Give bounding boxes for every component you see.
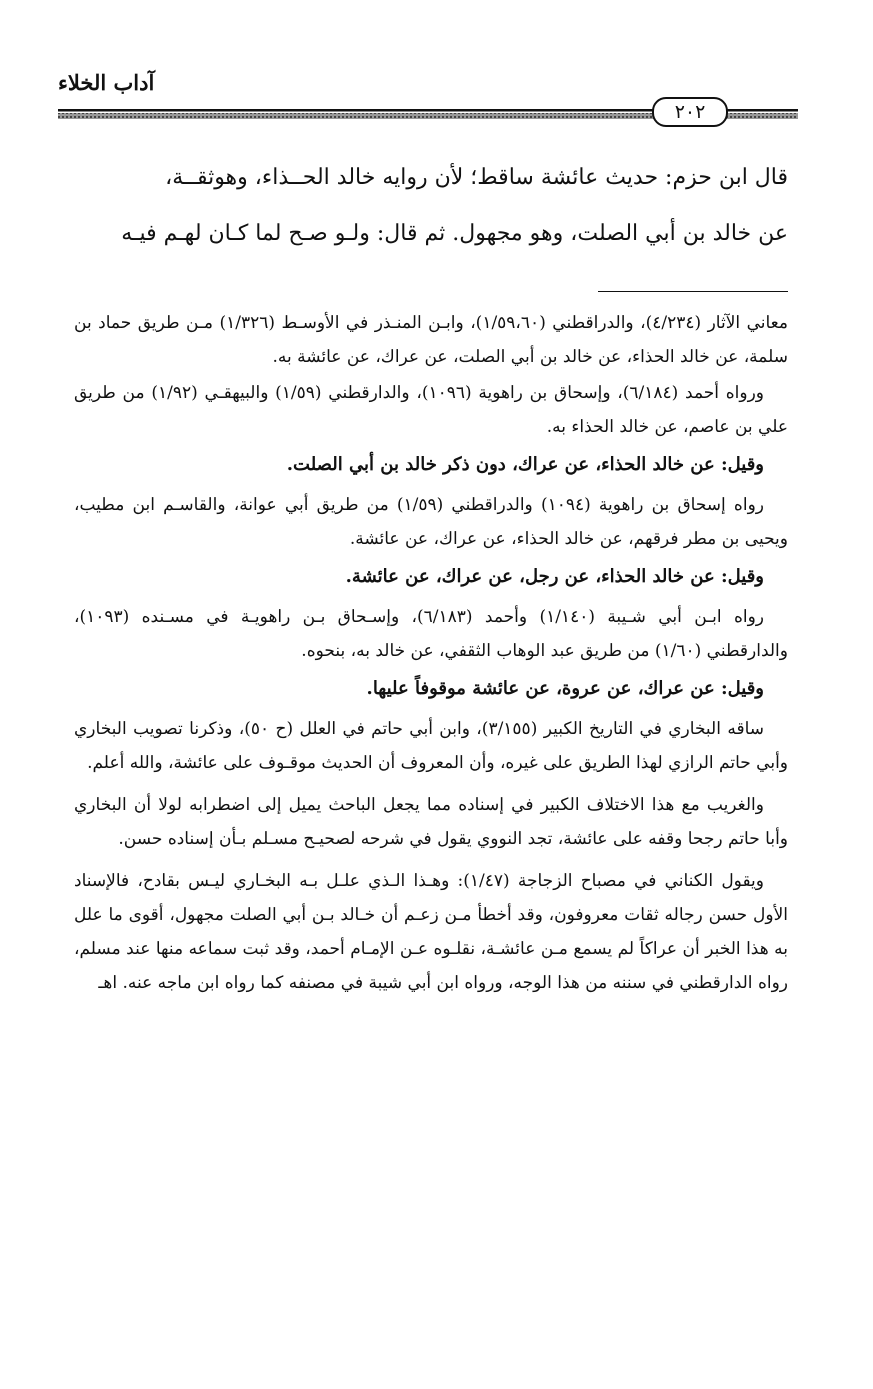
footnote-paragraph: والغريب مع هذا الاختلاف الكبير في إسناده مما يجعل الباحث يميل إلى اضطرابه لولا أن البخاري وأبا حاتم رجحا وقفه على عائشة، تجد النووي يقول في شرحه لصحيـح مسـلم بـأن إسناده حسن. [74,795,788,849]
footnote-paragraph: ساقه البخاري في التاريخ الكبير (٣/١٥٥)، وابن أبي حاتم في العلل (ح ٥٠)، وذكرنا تصويب البخاري وأبي حاتم الرازي لهذا الطريق على غيره، وأن المعروف أن الحديث موقـوف على عائشة، والله أعلم. [74,719,788,773]
main-text-line-1: قال ابن حزم: حديث عائشة ساقط؛ لأن روايه خالد الحــذاء، وهوثقــة، [165,165,788,190]
footnote-separator [598,291,788,292]
footnote-paragraph: معاني الآثار (٤/٢٣٤)، والدراقطني (١/٥٩،٦٠)، وابـن المنـذر في الأوسـط (١/٣٢٦) مـن طريق حماد بن سلمة، عن خالد الحذاء، عن خالد بن أبي الصلت، عن عراك، عن عائشة به. [74,313,788,367]
footnotes-section [74,306,788,1002]
main-body-text [76,150,788,262]
footnote-subheading: وقيل: عن خالد الحذاء، عن رجل، عن عراك، عن عائشة. [345,566,764,587]
running-header-title: آداب الخلاء [58,70,155,95]
page-number: ٢٠٢ [652,97,728,127]
footnote-paragraph: ورواه أحمد (٦/١٨٤)، وإسحاق بن راهوية (١٠٩٦)، والدارقطني (١/٥٩) والبيهقـي (١/٩٢) من طريق علي بن عاصم، عن خالد الحذاء به. [74,383,788,437]
footnote-paragraph: رواه ابـن أبي شـيبة (١/١٤٠) وأحمد (٦/١٨٣)، وإسـحاق بـن راهويـة في مسـنده (١٠٩٣)، والدارقطني (١/٦٠) من طريق عبد الوهاب الثقفي، عن خالد به، بنحوه. [74,607,788,661]
footnote-subheading: وقيل: عن عراك، عن عروة، عن عائشة موقوفاً عليها. [366,678,764,699]
footnote-paragraph: ويقول الكناني في مصباح الزجاجة (١/٤٧): وهـذا الـذي علـل بـه البخـاري ليـس بقادح، فالإسناد الأول حسن رجاله ثقات معروفون، وقد أخطأ مـن زعـم أن خـالد بـن أبي الصلت مجهول، أقوى ما علل به هذا الخبر أن عراكاً لم يسمع مـن عائشـة، نقلـوه عـن الإمـام أحمد، وقد ثبت سماعه منها عند مسلم، رواه الدارقطني في سننه من هذا الوجه، ورواه ابن أبي شيبة في مصنفه كما رواه ابن ماجه عنه. اهـ [74,871,788,993]
footnote-subheading: وقيل: عن خالد الحذاء، عن عراك، دون ذكر خالد بن أبي الصلت. [286,454,764,475]
main-text-line-2: عن خالد بن أبي الصلت، وهو مجهول. ثم قال: ولـو صـح لما كـان لهـم فيـه [121,221,788,246]
footnote-paragraph: رواه إسحاق بن راهوية (١٠٩٤) والدراقطني (١/٥٩) من طريق أبي عوانة، والقاسـم ابن مطيب، ويحيى بن مطر فرقهم، عن خالد الحذاء، عن عراك، عن عائشة. [74,495,788,549]
